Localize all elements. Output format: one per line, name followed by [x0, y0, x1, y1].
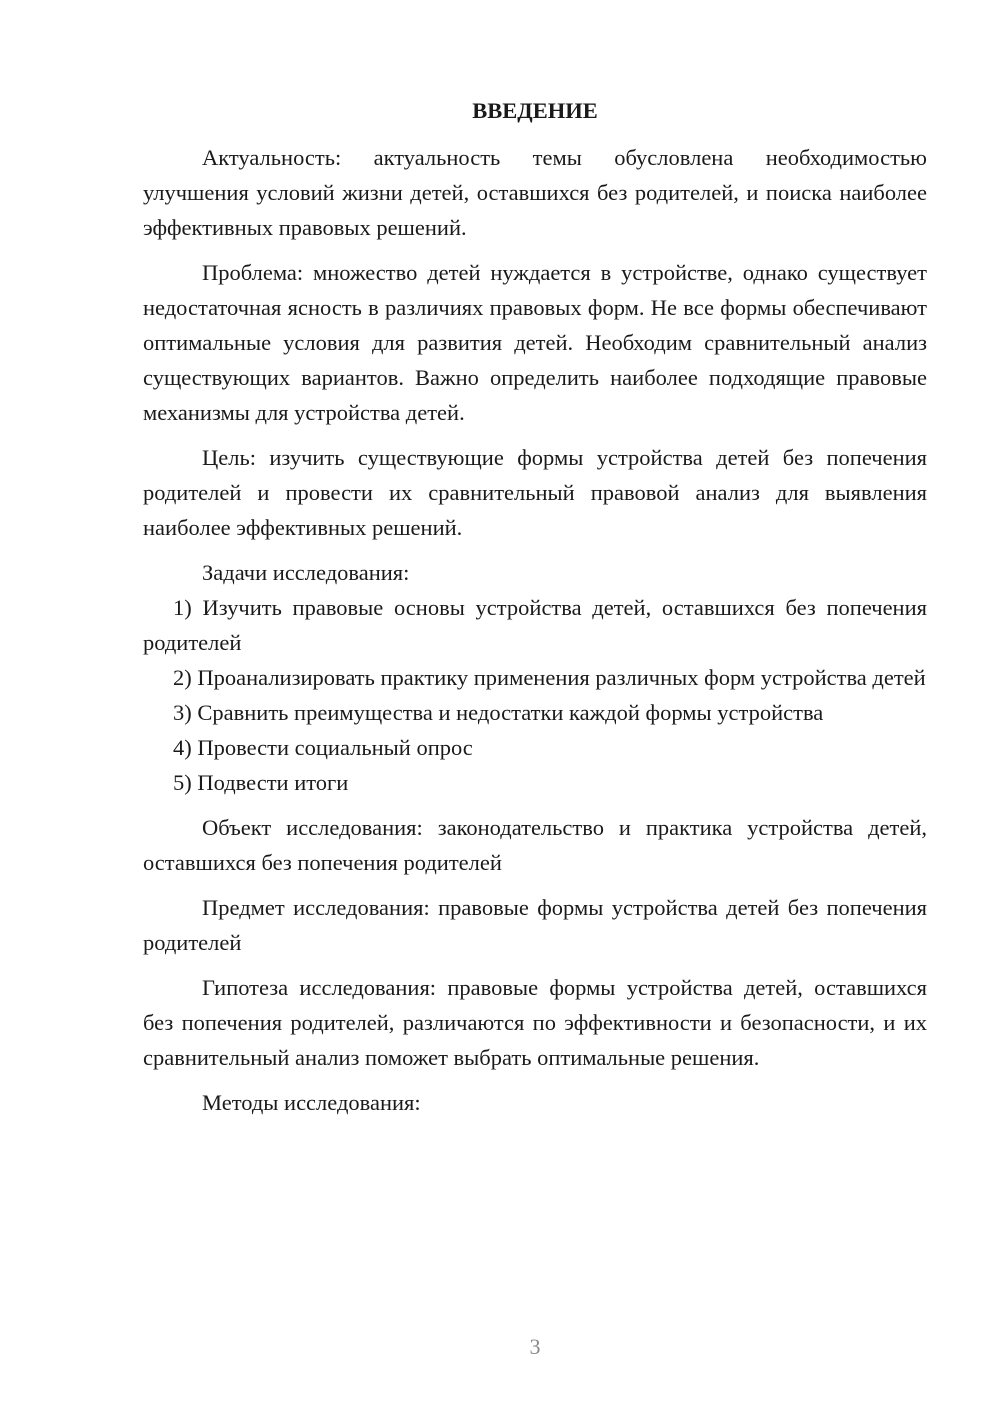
paragraph-goal: Цель: изучить существующие формы устройства детей без попечения родителей и провести их сравнительный правовой анализ для выявления наиболее эффективных решений. [143, 445, 927, 540]
document-body [143, 93, 927, 1120]
task-item-5: 5) Подвести итоги [173, 770, 349, 795]
paragraph-subject: Предмет исследования: правовые формы устройства детей без попечения родителей [143, 895, 927, 955]
task-item-4: 4) Провести социальный опрос [173, 735, 473, 760]
task-item-1: 1) Изучить правовые основы устройства детей, оставшихся без попечения родителей [143, 595, 927, 655]
section-title: ВВЕДЕНИЕ [472, 98, 598, 123]
paragraph-relevance: Актуальность: актуальность темы обусловлена необходимостью улучшения условий жизни детей, оставшихся без родителей, и поиска наиболее эффективных правовых решений. [143, 145, 927, 240]
paragraph-hypothesis: Гипотеза исследования: правовые формы устройства детей, оставшихся без попечения родителей, различаются по эффективности и безопасности, и их сравнительный анализ поможет выбрать оптимальные решения. [143, 975, 927, 1070]
task-item-3: 3) Сравнить преимущества и недостатки каждой формы устройства [173, 700, 824, 725]
page-number: 3 [529, 1334, 541, 1359]
paragraph-problem: Проблема: множество детей нуждается в устройстве, однако существует недостаточная ясность в различиях правовых форм. Не все формы обеспечивают оптимальные условия для развития детей. Необходим сравнительный анализ существующих вариантов. Важно определить наиболее подходящие правовые механизмы для устройства детей. [143, 260, 927, 425]
tasks-heading: Задачи исследования: [202, 560, 410, 585]
task-item-2: 2) Проанализировать практику применения различных форм устройства детей [173, 665, 926, 690]
paragraph-object: Объект исследования: законодательство и практика устройства детей, оставшихся без попечения родителей [143, 815, 927, 875]
methods-heading: Методы исследования: [202, 1090, 421, 1115]
